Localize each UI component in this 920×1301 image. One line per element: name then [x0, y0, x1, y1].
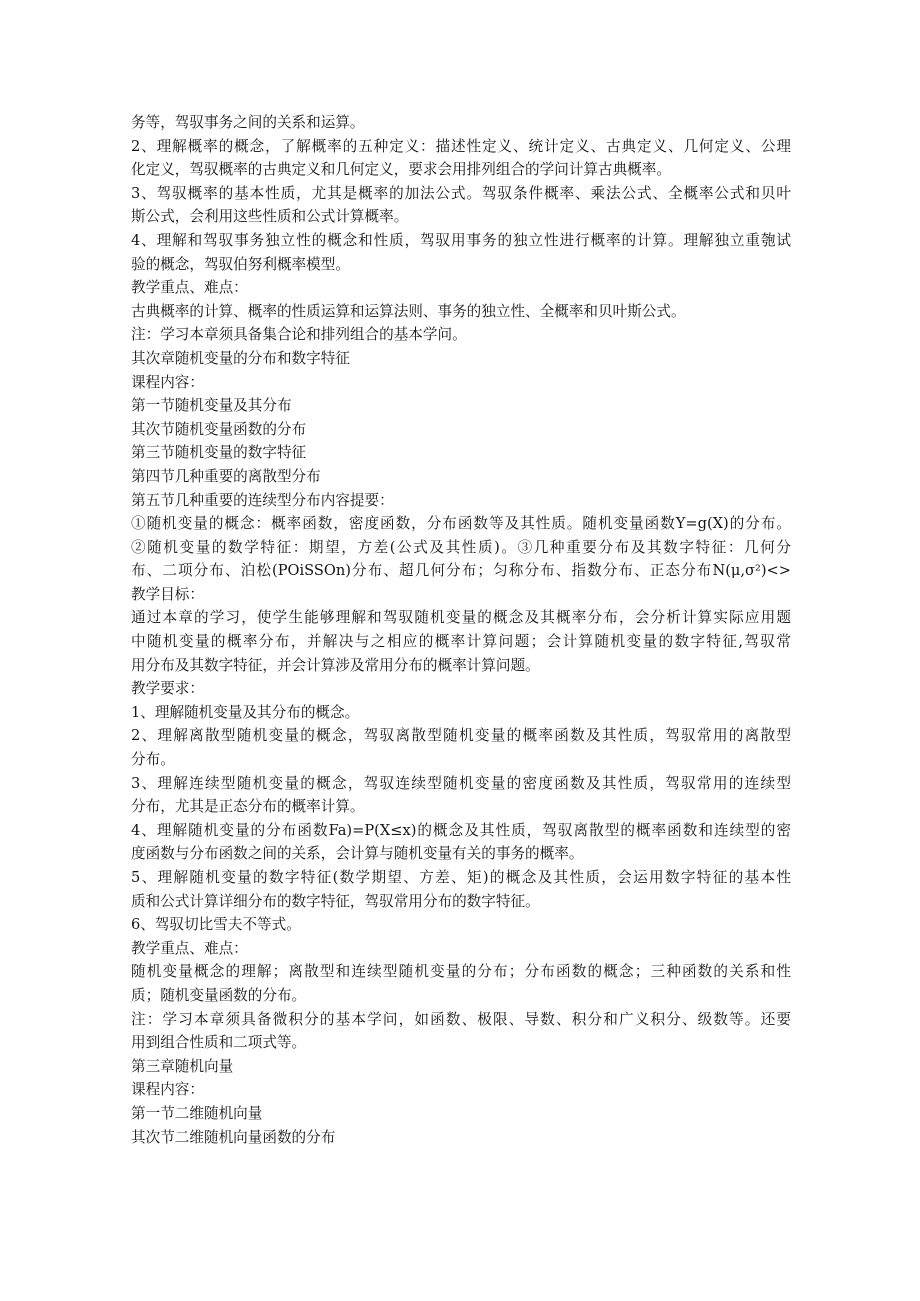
- text-line: 教学重点、难点：: [131, 939, 248, 957]
- text-line: 第一节随机变量及其分布: [131, 397, 292, 415]
- text-line: 课程内容：: [131, 1081, 204, 1099]
- document-page: [131, 111, 791, 1149]
- text-line: 注：学习本章须具备集合论和排列组合的基本学问。: [131, 326, 467, 344]
- text-line: 3、理解连续型随机变量的概念，驾驭连续型随机变量的密度函数及其性质，驾驭常用的连续型: [131, 774, 791, 792]
- text-line: 布、二项分布、泊松(POiSSOn)分布、超几何分布；匀称分布、指数分布、正态分布N(μ,σ²)<>: [131, 562, 791, 580]
- text-line: 2、理解概率的概念，了解概率的五种定义：描述性定义、统计定义、古典定义、几何定义、公理: [131, 137, 791, 155]
- text-line: 其次节随机变量函数的分布: [131, 420, 307, 438]
- text-line: 度函数与分布函数之间的关系，会计算与随机变量有关的事务的概率。: [131, 845, 584, 863]
- text-line: 质；随机变量函数的分布。: [131, 986, 307, 1004]
- text-line: 中随机变量的概率分布，并解决与之相应的概率计算问题；会计算随机变量的数字特征,驾驭常: [131, 633, 791, 651]
- text-line: 第一节二维随机向量: [131, 1104, 263, 1122]
- text-line: 3、驾驭概率的基本性质，尤其是概率的加法公式。驾驭条件概率、乘法公式、全概率公式和贝叶: [131, 184, 791, 202]
- text-line: 验的概念，驾驭伯努利概率模型。: [131, 255, 350, 273]
- text-line: 用分布及其数字特征，并会计算涉及常用分布的概率计算问题。: [131, 656, 540, 674]
- text-line: 1、理解随机变量及其分布的概念。: [131, 703, 360, 721]
- text-line: 质和公式计算详细分布的数字特征，驾驭常用分布的数字特征。: [131, 892, 540, 910]
- text-line: 通过本章的学习，使学生能够理解和驾驭随机变量的概念及其概率分布，会分析计算实际应用题: [131, 609, 791, 627]
- text-line: 古典概率的计算、概率的性质运算和运算法则、事务的独立性、全概率和贝叶斯公式。: [131, 302, 686, 320]
- text-line: 务等，驾驭事务之间的关系和运算。: [131, 114, 365, 131]
- text-line: 第三节随机变量的数字特征: [131, 444, 307, 462]
- text-line: 分布。: [131, 751, 175, 769]
- text-line: ①随机变量的概念：概率函数，密度函数，分布函数等及其性质。随机变量函数Y=g(X)的分布。: [131, 515, 791, 533]
- text-line: 注：学习本章须具备微积分的基本学问，如函数、极限、导数、积分和广义积分、级数等。还要: [131, 1010, 791, 1028]
- text-line: 5、理解随机变量的数字特征(数学期望、方差、矩)的概念及其性质，会运用数字特征的基本性: [131, 869, 791, 886]
- text-line: 课程内容：: [131, 373, 204, 391]
- text-line: 4、理解随机变量的分布函数Fa)=P(X≤x)的概念及其性质，驾驭离散型的概率函数和连续型的密: [131, 821, 791, 839]
- text-line: 教学目标：: [131, 585, 204, 603]
- text-line: 6、驾驭切比雪夫不等式。: [131, 916, 301, 934]
- text-line: 其次章随机变量的分布和数字特征: [131, 349, 350, 367]
- text-line: 第五节几种重要的连续型分布内容提要：: [131, 491, 394, 509]
- text-line: 教学重点、难点：: [131, 279, 248, 297]
- text-line: 教学要求：: [131, 680, 204, 698]
- text-line: 随机变量概念的理解；离散型和连续型随机变量的分布；分布函数的概念；三种函数的关系和性: [131, 963, 791, 981]
- text-line: 第三章随机向量: [131, 1057, 234, 1075]
- text-line: 4、理解和驾驭事务独立性的概念和性质，驾驭用事务的独立性进行概率的计算。理解独立重匏试: [131, 231, 791, 249]
- text-line: 其次节二维随机向量函数的分布: [131, 1128, 336, 1146]
- text-line: ②随机变量的数学特征：期望，方差(公式及其性质)。③几种重要分布及其数字特征：几何分: [131, 538, 791, 556]
- text-line: 分布，尤其是正态分布的概率计算。: [131, 798, 365, 816]
- text-line: 2、理解离散型随机变量的概念，驾驭离散型随机变量的概率函数及其性质，驾驭常用的离散型: [131, 727, 791, 745]
- text-line: 斯公式，会利用这些性质和公式计算概率。: [131, 208, 409, 226]
- text-line: 第四节几种重要的离散型分布: [131, 467, 321, 485]
- text-line: 用到组合性质和二项式等。: [131, 1034, 307, 1052]
- text-line: 化定义，驾驭概率的古典定义和几何定义，要求会用排列组合的学问计算古典概率。: [131, 161, 671, 179]
